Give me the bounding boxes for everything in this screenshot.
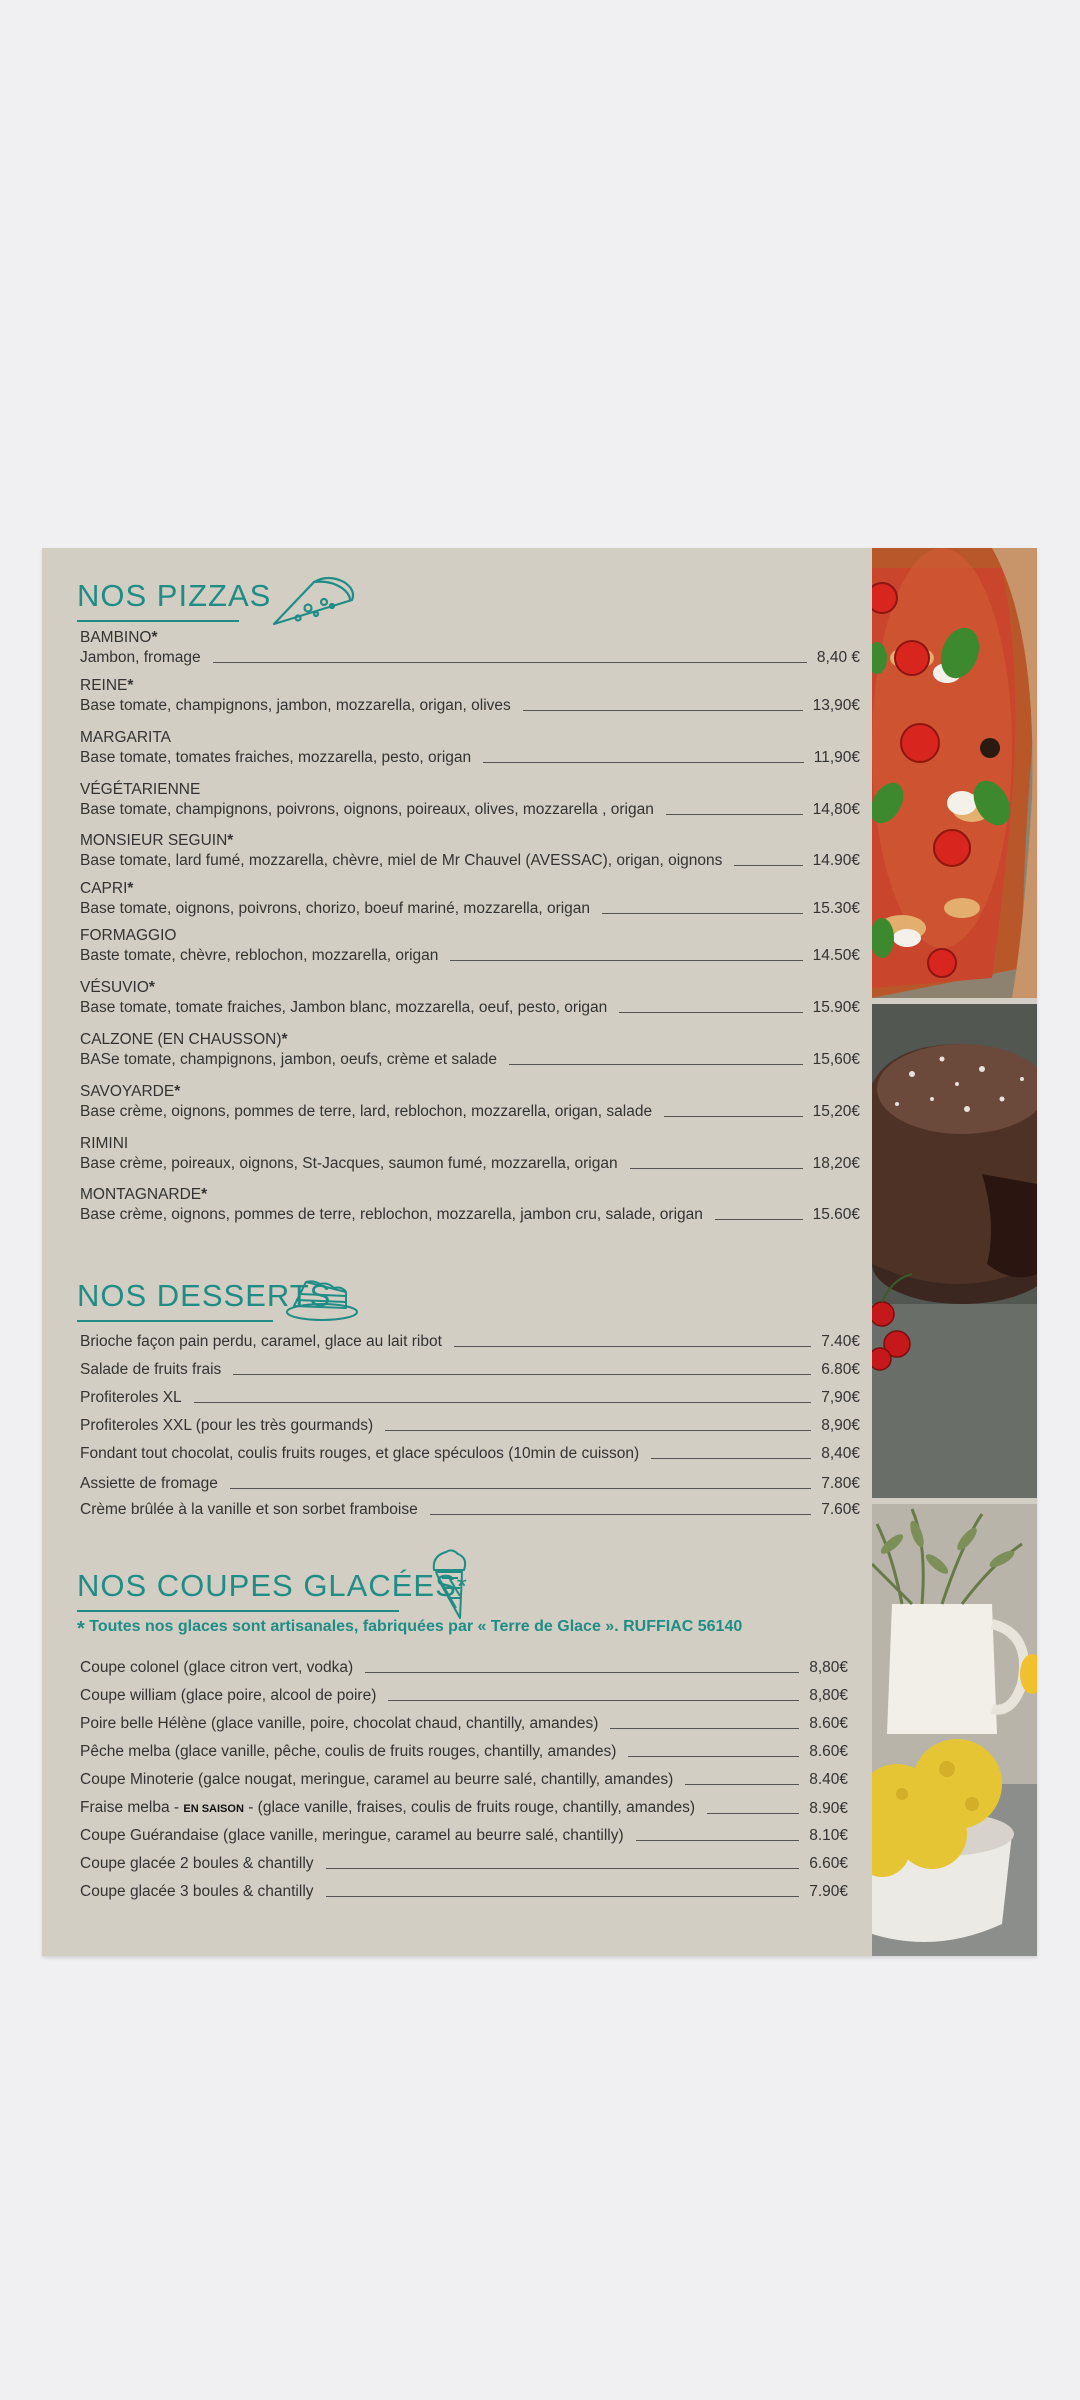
pizza-description: Jambon, fromage	[80, 649, 201, 666]
dotted-leader	[230, 1488, 811, 1489]
pizza-item	[80, 899, 860, 919]
pizza-slice-icon	[270, 576, 356, 628]
dotted-leader	[194, 1402, 812, 1403]
coupe-item	[80, 1882, 848, 1902]
pizza-item	[80, 1102, 860, 1122]
pizza-name	[80, 1082, 860, 1102]
pizza-price: 18,20€	[812, 1155, 860, 1172]
pizza-item	[80, 628, 860, 668]
pizza-star-marker: *	[148, 979, 155, 996]
pizza-star-marker: *	[281, 1031, 288, 1048]
pizza-name	[80, 628, 860, 648]
dessert-price: 7,90€	[821, 1389, 860, 1406]
pizza-name-text: RIMINI	[80, 1135, 129, 1152]
pizza-item	[80, 696, 860, 716]
pizza-item	[80, 1134, 860, 1174]
coupe-price: 8.90€	[809, 1800, 848, 1817]
coupes-note-text: Toutes nos glaces sont artisanales, fabriquées par « Terre de Glace ». RUFFIAC 56140	[89, 1618, 743, 1635]
coupe-item	[80, 1742, 848, 1762]
pizza-name-text: MONSIEUR SEGUIN	[80, 832, 228, 849]
pizza-price: 15,20€	[812, 1103, 860, 1120]
dotted-leader	[326, 1896, 800, 1897]
pizza-description: Base tomate, champignons, jambon, mozzarella, origan, olives	[80, 697, 511, 714]
coupe-description: Coupe colonel (glace citron vert, vodka)	[80, 1659, 354, 1676]
dotted-leader	[610, 1728, 799, 1729]
dotted-leader	[685, 1784, 799, 1785]
pizza-star-marker: *	[227, 832, 234, 849]
dotted-leader	[636, 1840, 800, 1841]
dotted-leader	[734, 865, 802, 866]
dessert-item	[80, 1388, 860, 1408]
coupes-title-star: *	[456, 1571, 468, 1601]
pizza-name	[80, 1030, 860, 1050]
pizza-price: 15,60€	[812, 1051, 860, 1068]
pizza-star-marker: *	[151, 629, 158, 646]
dessert-price: 8,40€	[821, 1445, 860, 1462]
desserts-title-underline	[77, 1320, 273, 1322]
coupe-description	[80, 1798, 695, 1819]
pizza-name-text: FORMAGGIO	[80, 927, 177, 944]
dessert-price: 7.80€	[821, 1475, 860, 1492]
coupes-title-underline	[77, 1610, 399, 1612]
pizza-item	[80, 946, 860, 966]
ice-cream-photo	[872, 1504, 1037, 1956]
coupe-item	[80, 1826, 848, 1846]
pizza-description: Base tomate, tomates fraiches, mozzarella, pesto, origan	[80, 749, 472, 766]
cake-slice-icon	[284, 1276, 360, 1322]
pizza-name	[80, 926, 860, 946]
coupe-description: Poire belle Hélène (glace vanille, poire, chocolat chaud, chantilly, amandes)	[80, 1715, 599, 1732]
pizza-name	[80, 978, 860, 998]
coupe-description: Coupe Guérandaise (glace vanille, meringue, caramel au beurre salé, chantilly)	[80, 1827, 624, 1844]
pizza-item	[80, 1050, 860, 1070]
pizza-star-marker: *	[127, 880, 134, 897]
pizza-price: 14.50€	[812, 947, 860, 964]
dotted-leader	[523, 710, 803, 711]
pizza-price: 14.90€	[812, 852, 860, 869]
dotted-leader	[666, 814, 803, 815]
dotted-leader	[715, 1219, 803, 1220]
coupe-item	[80, 1714, 848, 1734]
coupes-note-asterisk: *	[77, 1618, 85, 1640]
dotted-leader	[602, 913, 803, 914]
dessert-item	[80, 1444, 860, 1464]
coupe-price: 8.60€	[809, 1743, 848, 1760]
dessert-item	[80, 1332, 860, 1352]
pizza-star-marker: *	[127, 677, 134, 694]
coupe-description: Coupe william (glace poire, alcool de poire)	[80, 1687, 377, 1704]
pizzas-title: NOS PIZZAS	[77, 578, 272, 613]
pizza-item	[80, 748, 860, 768]
dotted-leader	[454, 1346, 811, 1347]
pizza-name	[80, 831, 860, 851]
coupe-description: Coupe glacée 2 boules & chantilly	[80, 1855, 314, 1872]
coupes-title-text: NOS COUPES GLACÉES	[77, 1568, 457, 1603]
coupe-description-end: - (glace vanille, fraises, coulis de fruits rouge, chantilly, amandes)	[243, 1799, 696, 1816]
coupe-item	[80, 1798, 848, 1819]
pizza-price: 15.90€	[812, 999, 860, 1016]
pizza-item	[80, 780, 860, 820]
coupe-description-start: Fraise melba -	[80, 1799, 184, 1816]
pizza-name-text: VÉGÉTARIENNE	[80, 781, 201, 798]
pizza-name	[80, 676, 860, 696]
dotted-leader	[385, 1430, 811, 1431]
coupe-price: 8,80€	[809, 1687, 848, 1704]
pizza-price: 14,80€	[812, 801, 860, 818]
pizza-item	[80, 831, 860, 871]
coupe-price: 6.60€	[809, 1855, 848, 1872]
dotted-leader	[619, 1012, 802, 1013]
dessert-item	[80, 1474, 860, 1494]
pizza-item	[80, 676, 860, 716]
dotted-leader	[326, 1868, 800, 1869]
coupe-price: 8.40€	[809, 1771, 848, 1788]
menu-card	[42, 548, 1037, 1956]
coupe-price: 7.90€	[809, 1883, 848, 1900]
dotted-leader	[707, 1813, 799, 1814]
dotted-leader	[430, 1514, 811, 1515]
dotted-leader	[509, 1064, 803, 1065]
pizza-price: 11,90€	[813, 749, 860, 766]
pizza-price: 15.60€	[812, 1206, 860, 1223]
dotted-leader	[233, 1374, 811, 1375]
pizza-name	[80, 728, 860, 748]
pizza-price: 8,40 €	[816, 649, 860, 666]
pizza-description: BASe tomate, champignons, jambon, oeufs, crème et salade	[80, 1051, 498, 1068]
pizza-name-text: MONTAGNARDE	[80, 1186, 202, 1203]
pizza-description: Base crème, oignons, pommes de terre, reblochon, mozzarella, jambon cru, salade, origan	[80, 1206, 703, 1223]
dotted-leader	[483, 762, 804, 763]
pizza-item	[80, 1205, 860, 1225]
pizza-name	[80, 879, 860, 899]
pizza-item	[80, 800, 860, 820]
pizza-description: Base crème, poireaux, oignons, St-Jacques, saumon fumé, mozzarella, origan	[80, 1155, 618, 1172]
pizza-name-text: CALZONE (EN CHAUSSON)	[80, 1031, 282, 1048]
pizza-item	[80, 1185, 860, 1225]
dessert-description: Fondant tout chocolat, coulis fruits rouges, et glace spéculoos (10min de cuisson)	[80, 1445, 640, 1462]
coupes-note	[77, 1618, 742, 1641]
pizza-item	[80, 851, 860, 871]
dessert-price: 7.40€	[821, 1333, 860, 1350]
pizza-name-text: CAPRI	[80, 880, 128, 897]
pizza-item	[80, 648, 860, 668]
pizza-description: Base tomate, oignons, poivrons, chorizo, boeuf mariné, mozzarella, origan	[80, 900, 591, 917]
pizza-description: Base tomate, tomate fraiches, Jambon blanc, mozzarella, oeuf, pesto, origan	[80, 999, 608, 1016]
pizza-item	[80, 926, 860, 966]
coupe-item	[80, 1658, 848, 1678]
pizza-price: 15.30€	[812, 900, 860, 917]
pizza-description: Base tomate, champignons, poivrons, oignons, poireaux, olives, mozzarella , origan	[80, 801, 654, 818]
dessert-price: 8,90€	[821, 1417, 860, 1434]
dotted-leader	[651, 1458, 811, 1459]
coupes-title	[77, 1568, 468, 1604]
coupe-price: 8.60€	[809, 1715, 848, 1732]
dotted-leader	[365, 1672, 799, 1673]
coupe-price: 8,80€	[809, 1659, 848, 1676]
dessert-price: 7.60€	[821, 1501, 860, 1518]
en-saison-badge: EN SAISON	[183, 1803, 244, 1815]
pizza-star-marker: *	[201, 1186, 208, 1203]
pizza-item	[80, 998, 860, 1018]
chocolate-fondant-photo	[872, 1004, 1037, 1498]
coupe-item	[80, 1770, 848, 1790]
dotted-leader	[628, 1756, 799, 1757]
pizza-item	[80, 1154, 860, 1174]
pizza-item	[80, 1082, 860, 1122]
dotted-leader	[630, 1168, 803, 1169]
dotted-leader	[213, 662, 807, 663]
pizza-name-text: REINE	[80, 677, 128, 694]
pizza-photo	[872, 548, 1037, 998]
dotted-leader	[450, 960, 802, 961]
coupe-item	[80, 1854, 848, 1874]
dotted-leader	[664, 1116, 803, 1117]
pizza-name-text: SAVOYARDE	[80, 1083, 175, 1100]
dessert-description: Profiteroles XXL (pour les très gourmands)	[80, 1417, 374, 1434]
pizza-name	[80, 1185, 860, 1205]
pizza-name	[80, 1134, 860, 1154]
dessert-price: 6.80€	[821, 1361, 860, 1378]
dessert-description: Crème brûlée à la vanille et son sorbet framboise	[80, 1501, 418, 1518]
pizzas-title-underline	[77, 620, 239, 622]
pizza-description: Baste tomate, chèvre, reblochon, mozzarella, origan	[80, 947, 439, 964]
dessert-description: Salade de fruits frais	[80, 1361, 222, 1378]
coupe-description: Coupe Minoterie (galce nougat, meringue, caramel au beurre salé, chantilly, amandes)	[80, 1771, 674, 1788]
dessert-description: Profiteroles XL	[80, 1389, 182, 1406]
dessert-description: Brioche façon pain perdu, caramel, glace au lait ribot	[80, 1333, 442, 1350]
dessert-item	[80, 1360, 860, 1380]
menu-content	[42, 548, 872, 1956]
desserts-title: NOS DESSERTS	[77, 1278, 332, 1313]
pizza-star-marker: *	[174, 1083, 181, 1100]
pizza-name-text: MARGARITA	[80, 729, 171, 746]
coupe-price: 8.10€	[809, 1827, 848, 1844]
pizza-item	[80, 1030, 860, 1070]
pizza-description: Base crème, oignons, pommes de terre, lard, reblochon, mozzarella, origan, salade	[80, 1103, 653, 1120]
dessert-item	[80, 1416, 860, 1436]
pizza-item	[80, 728, 860, 768]
coupe-item	[80, 1686, 848, 1706]
ice-cream-cone-icon	[428, 1548, 472, 1622]
pizza-item	[80, 879, 860, 919]
dessert-item	[80, 1500, 860, 1520]
coupe-description: Pêche melba (glace vanille, pêche, coulis de fruits rouges, chantilly, amandes)	[80, 1743, 617, 1760]
pizza-description: Base tomate, lard fumé, mozzarella, chèvre, miel de Mr Chauvel (AVESSAC), origan, oignons	[80, 852, 723, 869]
pizza-name-text: BAMBINO	[80, 629, 152, 646]
pizza-item	[80, 978, 860, 1018]
pizza-price: 13,90€	[812, 697, 860, 714]
pizza-name-text: VÉSUVIO	[80, 979, 149, 996]
pizza-name	[80, 780, 860, 800]
coupe-description: Coupe glacée 3 boules & chantilly	[80, 1883, 314, 1900]
dessert-description: Assiette de fromage	[80, 1475, 218, 1492]
dotted-leader	[388, 1700, 799, 1701]
